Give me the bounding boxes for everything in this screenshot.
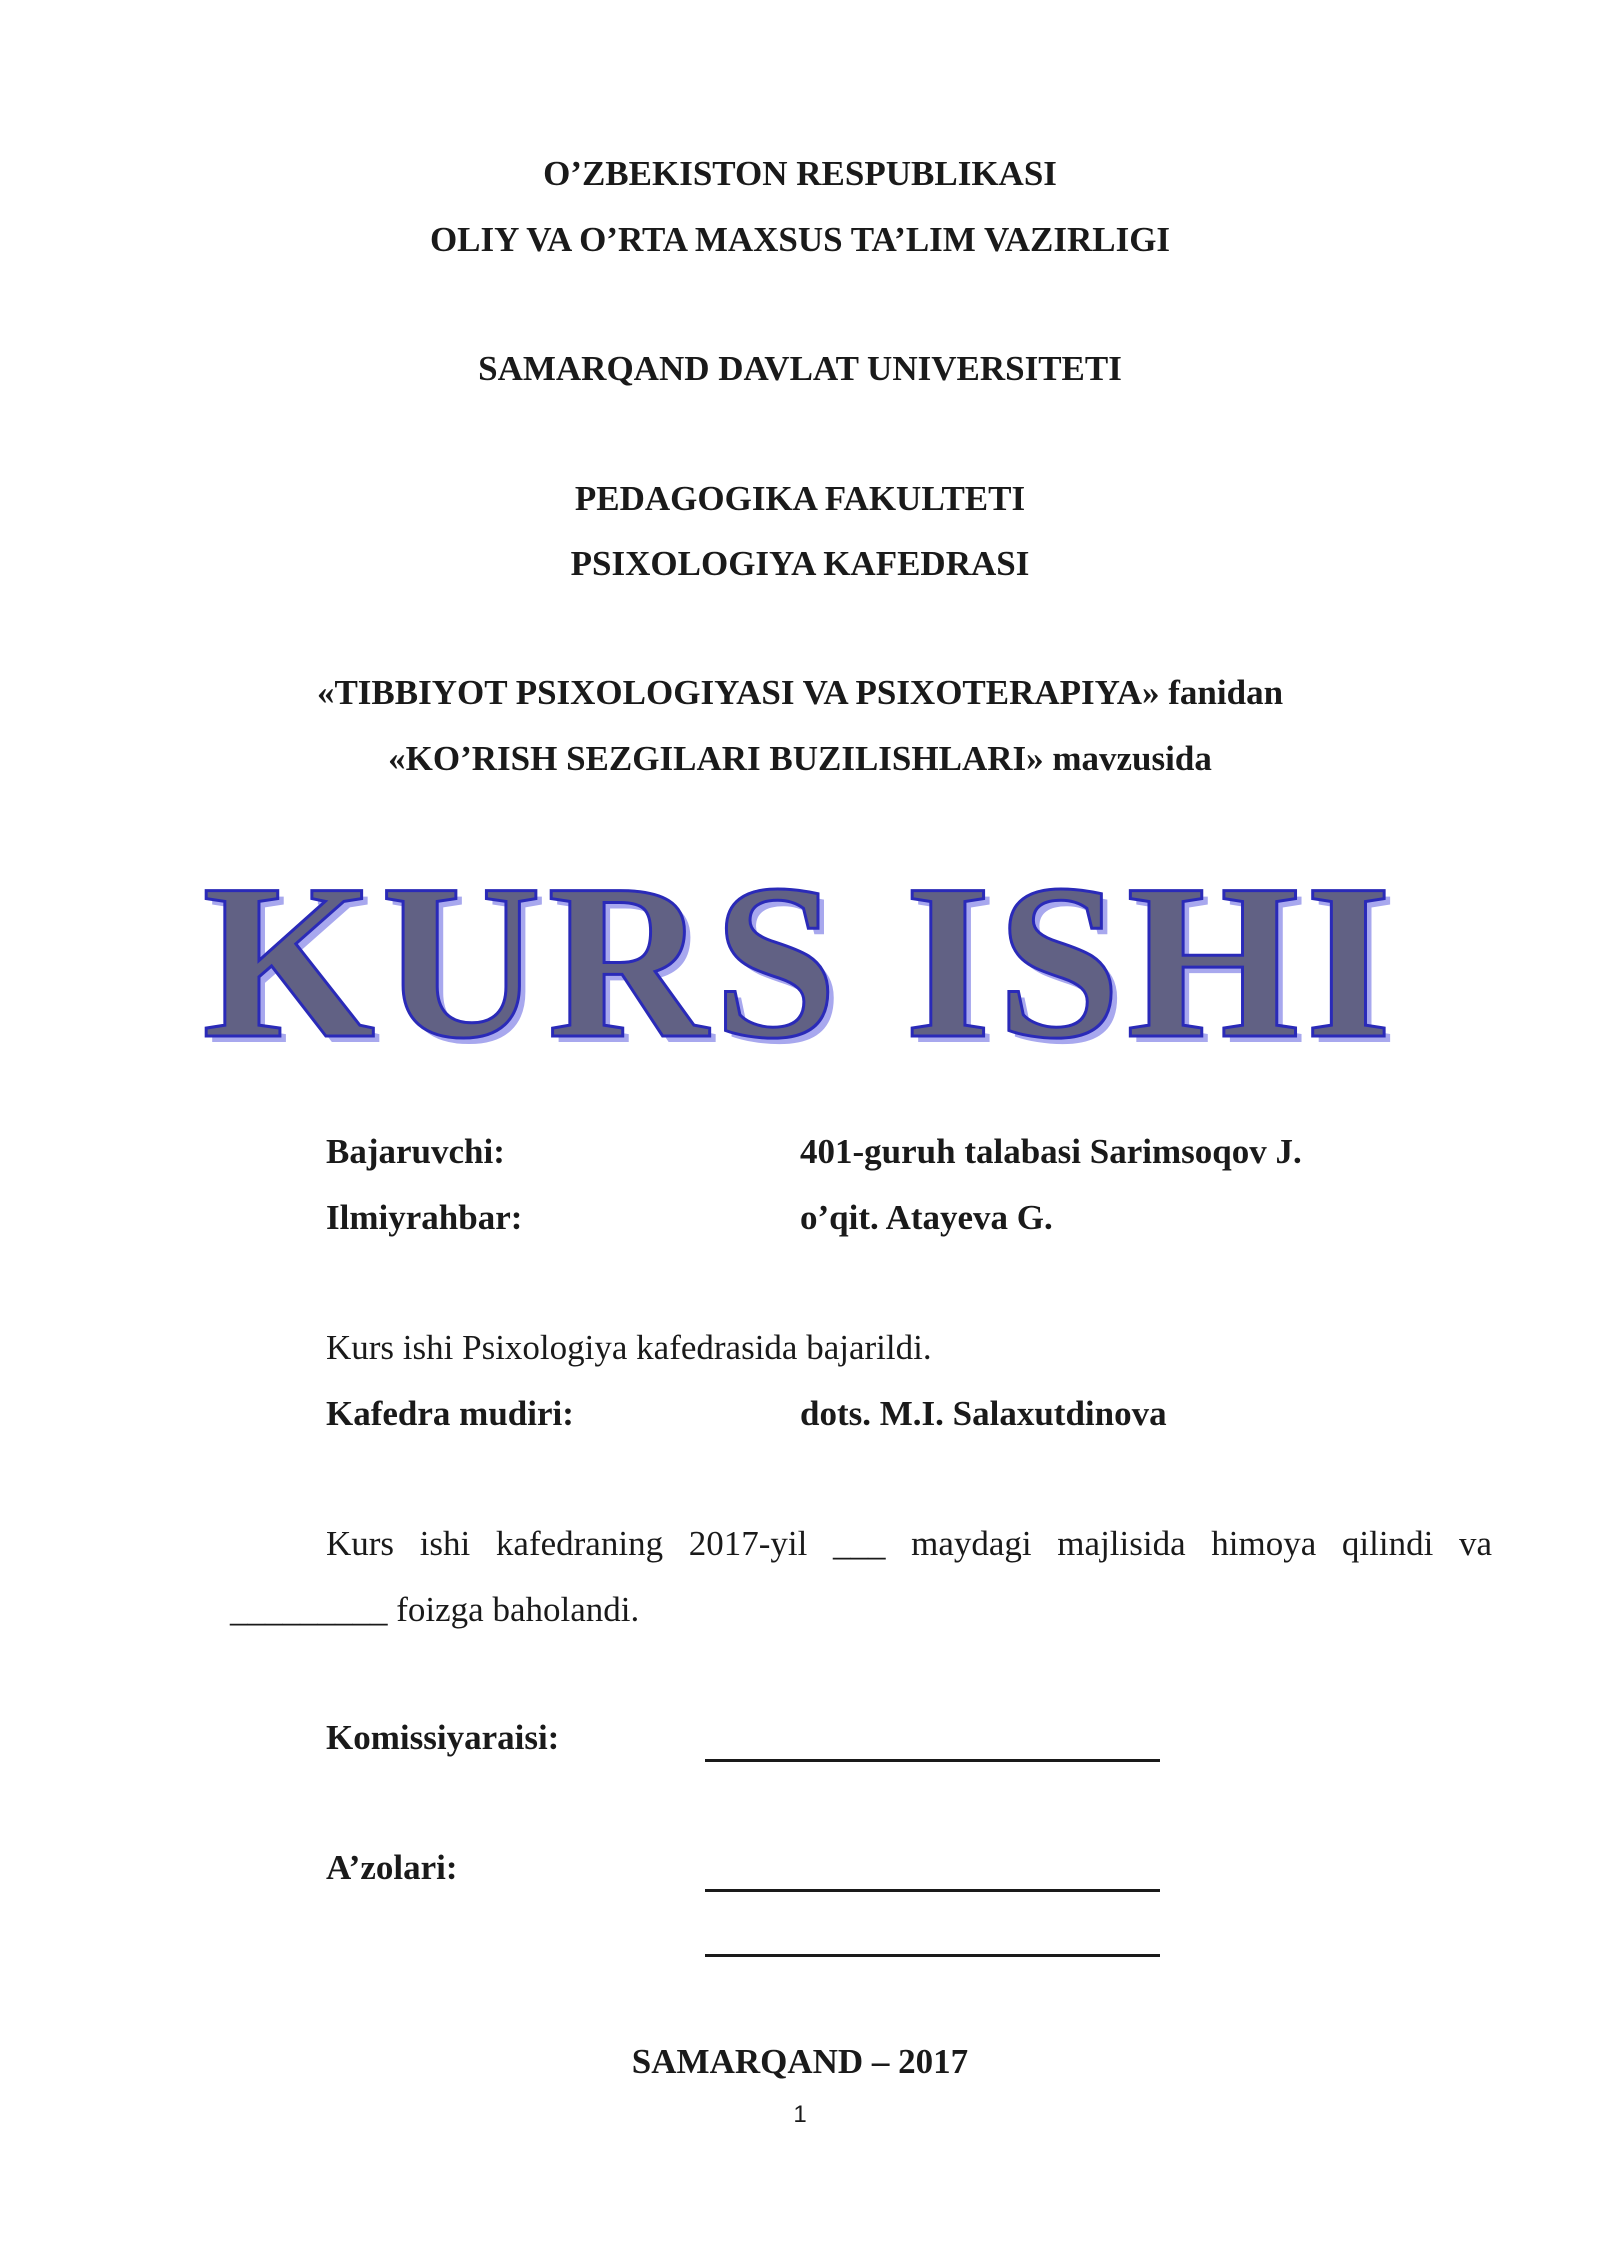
defense-paragraph-line1: Kurs ishi kafedraning 2017-yil ___ maydagi majlisida himoya qilindi va xyxy=(326,1524,1492,1563)
advisor-label: Ilmiyrahbar: xyxy=(326,1198,523,1237)
commission-chair-label: Komissiyaraisi: xyxy=(326,1718,560,1757)
department-head-label: Kafedra mudiri: xyxy=(326,1394,574,1433)
subject-line: «TIBBIYOT PSIXOLOGIYASI VA PSIXOTERAPIYA» fanidan xyxy=(316,673,1284,712)
republic-heading: O’ZBEKISTON RESPUBLIKASI xyxy=(543,154,1057,193)
department-head-value: dots. M.I. Salaxutdinova xyxy=(800,1394,1167,1433)
topic-line: «KO’RISH SEZGILARI BUZILISHLARI» mavzusida xyxy=(388,739,1212,778)
chair-signature-line xyxy=(705,1759,1160,1762)
commission-members-label: A’zolari: xyxy=(326,1848,458,1887)
executor-value: 401-guruh talabasi Sarimsoqov J. xyxy=(800,1132,1302,1171)
department-heading: PSIXOLOGIYA KAFEDRASI xyxy=(570,544,1030,583)
city-year: SAMARQAND – 2017 xyxy=(631,2042,969,2081)
page-number: 1 xyxy=(793,2101,807,2128)
ministry-heading: OLIY VA O’RTA MAXSUS TA’LIM VAZIRLIGI xyxy=(429,220,1171,259)
member-signature-line-1 xyxy=(705,1889,1160,1892)
faculty-heading: PEDAGOGIKA FAKULTETI xyxy=(574,479,1026,518)
advisor-value: o’qit. Atayeva G. xyxy=(800,1198,1053,1237)
defense-paragraph-line2: _________ foizga baholandi. xyxy=(230,1590,640,1629)
document-title: KURS ISHI xyxy=(202,839,1398,1085)
member-signature-line-2 xyxy=(705,1954,1160,1957)
completion-note: Kurs ishi Psixologiya kafedrasida bajarildi. xyxy=(326,1328,932,1367)
executor-label: Bajaruvchi: xyxy=(326,1132,505,1171)
university-heading: SAMARQAND DAVLAT UNIVERSITETI xyxy=(478,349,1122,388)
